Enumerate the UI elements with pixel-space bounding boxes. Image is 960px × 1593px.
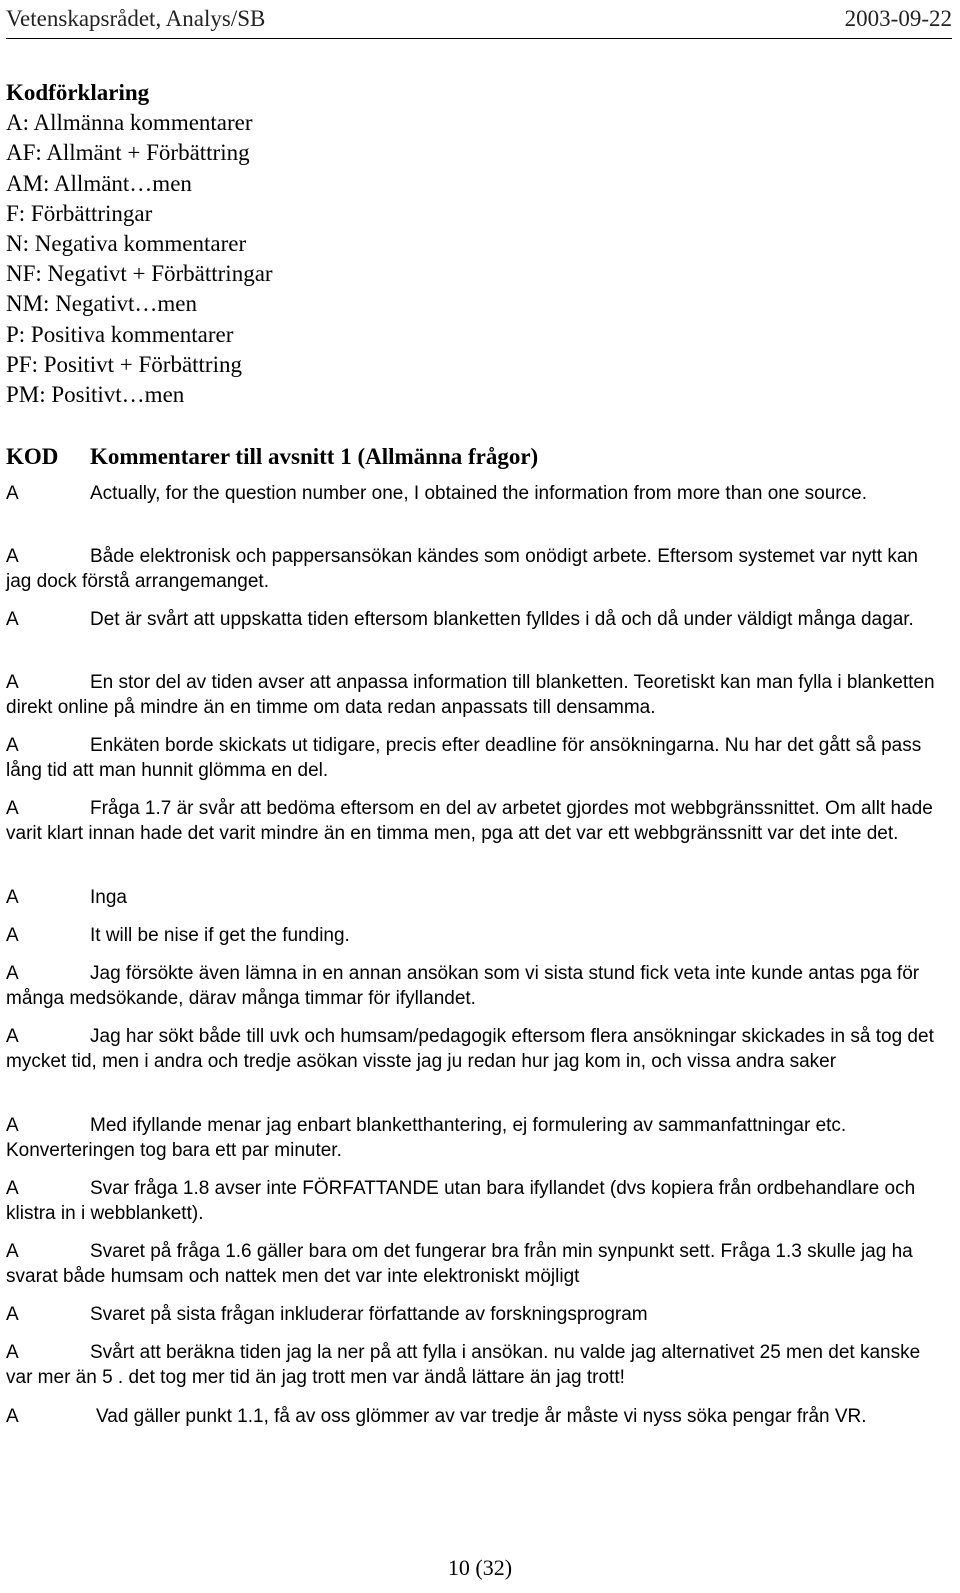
- page-number: 10 (32): [447, 1555, 513, 1580]
- comment-entry: [6, 1024, 946, 1074]
- comment-text: Svaret på fråga 1.6 gäller bara om det fungerar bra från min synpunkt sett. Fråga 1.3 skulle jag ha svarat både humsam och nattek men det var inte elektroniskt möjligt: [6, 1241, 913, 1287]
- legend-item: NF: Negativt + Förbättringar: [6, 261, 273, 287]
- comment-code: A: [6, 1406, 19, 1427]
- legend-item: NM: Negativt…men: [6, 291, 197, 317]
- legend-item: F: Förbättringar: [6, 200, 153, 226]
- legend-item: P: Positiva kommentarer: [6, 321, 234, 347]
- comment-entry: [6, 885, 946, 910]
- header-organization: Vetenskapsrådet, Analys/SB: [6, 6, 266, 31]
- code-legend: [6, 78, 273, 410]
- comment-entry: [6, 1340, 946, 1390]
- comment-entry: [6, 733, 946, 783]
- comment-text: Svaret på sista frågan inkluderar författande av forskningsprogram: [90, 1304, 648, 1325]
- comment-code: A: [6, 672, 19, 693]
- comment-entry: [6, 1113, 946, 1163]
- comment-code: A: [6, 546, 19, 567]
- comment-code: A: [6, 1342, 19, 1363]
- legend-item: AF: Allmänt + Förbättring: [6, 140, 250, 166]
- header-date: 2003-09-22: [844, 6, 952, 31]
- comment-code: A: [6, 1241, 19, 1262]
- comment-code: A: [6, 609, 19, 630]
- section-heading: [6, 444, 538, 470]
- comment-text: En stor del av tiden avser att anpassa information till blanketten. Teoretiskt kan man fylla i blanketten direkt online på mindre än en timme om data redan anpassats till densamma.: [6, 672, 935, 718]
- comment-text: Fråga 1.7 är svår att bedöma eftersom en del av arbetet gjordes mot webbgränssnittet. Om allt hade varit klart innan hade det varit mindre än en timma men, pga att det var ett webbgränssnitt var det inte det.: [6, 798, 933, 844]
- comment-text: Jag försökte även lämna in en annan ansökan som vi sista stund fick veta inte kunde antas pga för många medsökande, därav många timmar för ifyllandet.: [6, 963, 920, 1009]
- comment-text: Inga: [90, 887, 127, 908]
- legend-item: PF: Positivt + Förbättring: [6, 351, 242, 377]
- comment-code: A: [6, 1115, 19, 1136]
- comment-text: Svårt att beräkna tiden jag la ner på att fylla i ansökan. nu valde jag alternativet 25 men det kanske var mer än 5 . det tog mer tid än jag trott men var ändå lättare än jag trott!: [6, 1342, 921, 1388]
- comment-text: Vad gäller punkt 1.1, få av oss glömmer av var tredje år måste vi nyss söka pengar från VR.: [96, 1406, 867, 1427]
- comment-text: Jag har sökt både till uvk och humsam/pedagogik eftersom flera ansökningar skickades in så tog det mycket tid, men i andra och tredje asökan visste jag ju redan hur jag kom in, och vissa andra saker: [6, 1026, 934, 1072]
- page-header: [6, 4, 952, 34]
- comment-entry: [6, 961, 946, 1011]
- legend-item: N: Negativa kommentarer: [6, 231, 247, 257]
- comment-entry: [6, 796, 946, 846]
- legend-item: AM: Allmänt…men: [6, 170, 192, 196]
- legend-title: Kodförklaring: [6, 80, 150, 105]
- comment-text: Enkäten borde skickats ut tidigare, precis efter deadline för ansökningarna. Nu har det gått så pass lång tid att man hunnit glömma en del.: [6, 735, 922, 781]
- comment-text: It will be nise if get the funding.: [90, 925, 350, 946]
- comment-entry: [6, 1302, 946, 1327]
- comment-text: Svar fråga 1.8 avser inte FÖRFATTANDE utan bara ifyllandet (dvs kopiera från ordbehandlare och klistra in i webblankett).: [6, 1178, 916, 1224]
- comment-text: Med ifyllande menar jag enbart blanketthantering, ej formulering av sammanfattningar etc. Konverteringen tog bara ett par minuter.: [6, 1115, 847, 1161]
- comment-text: Actually, for the question number one, I obtained the information from more than one source.: [90, 483, 867, 504]
- section-code-label: KOD: [6, 444, 59, 469]
- comment-code: A: [6, 887, 19, 908]
- legend-item: PM: Positivt…men: [6, 382, 185, 408]
- section-title: Kommentarer till avsnitt 1 (Allmänna frågor): [90, 444, 539, 469]
- comment-code: A: [6, 1304, 19, 1325]
- comment-entry: [6, 923, 946, 948]
- comment-entry: [6, 481, 946, 506]
- comment-code: A: [6, 925, 19, 946]
- comment-entry: [6, 544, 946, 594]
- comment-code: A: [6, 735, 19, 756]
- comment-entry: [6, 1239, 946, 1289]
- comment-code: A: [6, 483, 19, 504]
- comment-code: A: [6, 798, 19, 819]
- comment-code: A: [6, 963, 19, 984]
- comment-code: A: [6, 1178, 19, 1199]
- comment-entry: [6, 1404, 946, 1429]
- comment-code: A: [6, 1026, 19, 1047]
- legend-item: A: Allmänna kommentarer: [6, 110, 253, 136]
- header-divider: [6, 38, 952, 39]
- comment-entry: [6, 1176, 946, 1226]
- comment-entry: [6, 670, 946, 720]
- comment-entry: [6, 607, 946, 632]
- comment-text: Det är svårt att uppskatta tiden eftersom blanketten fylldes i då och då under väldigt många dagar.: [90, 609, 914, 630]
- comment-text: Både elektronisk och pappersansökan kändes som onödigt arbete. Eftersom systemet var nytt kan jag dock förstå arrangemanget.: [6, 546, 919, 592]
